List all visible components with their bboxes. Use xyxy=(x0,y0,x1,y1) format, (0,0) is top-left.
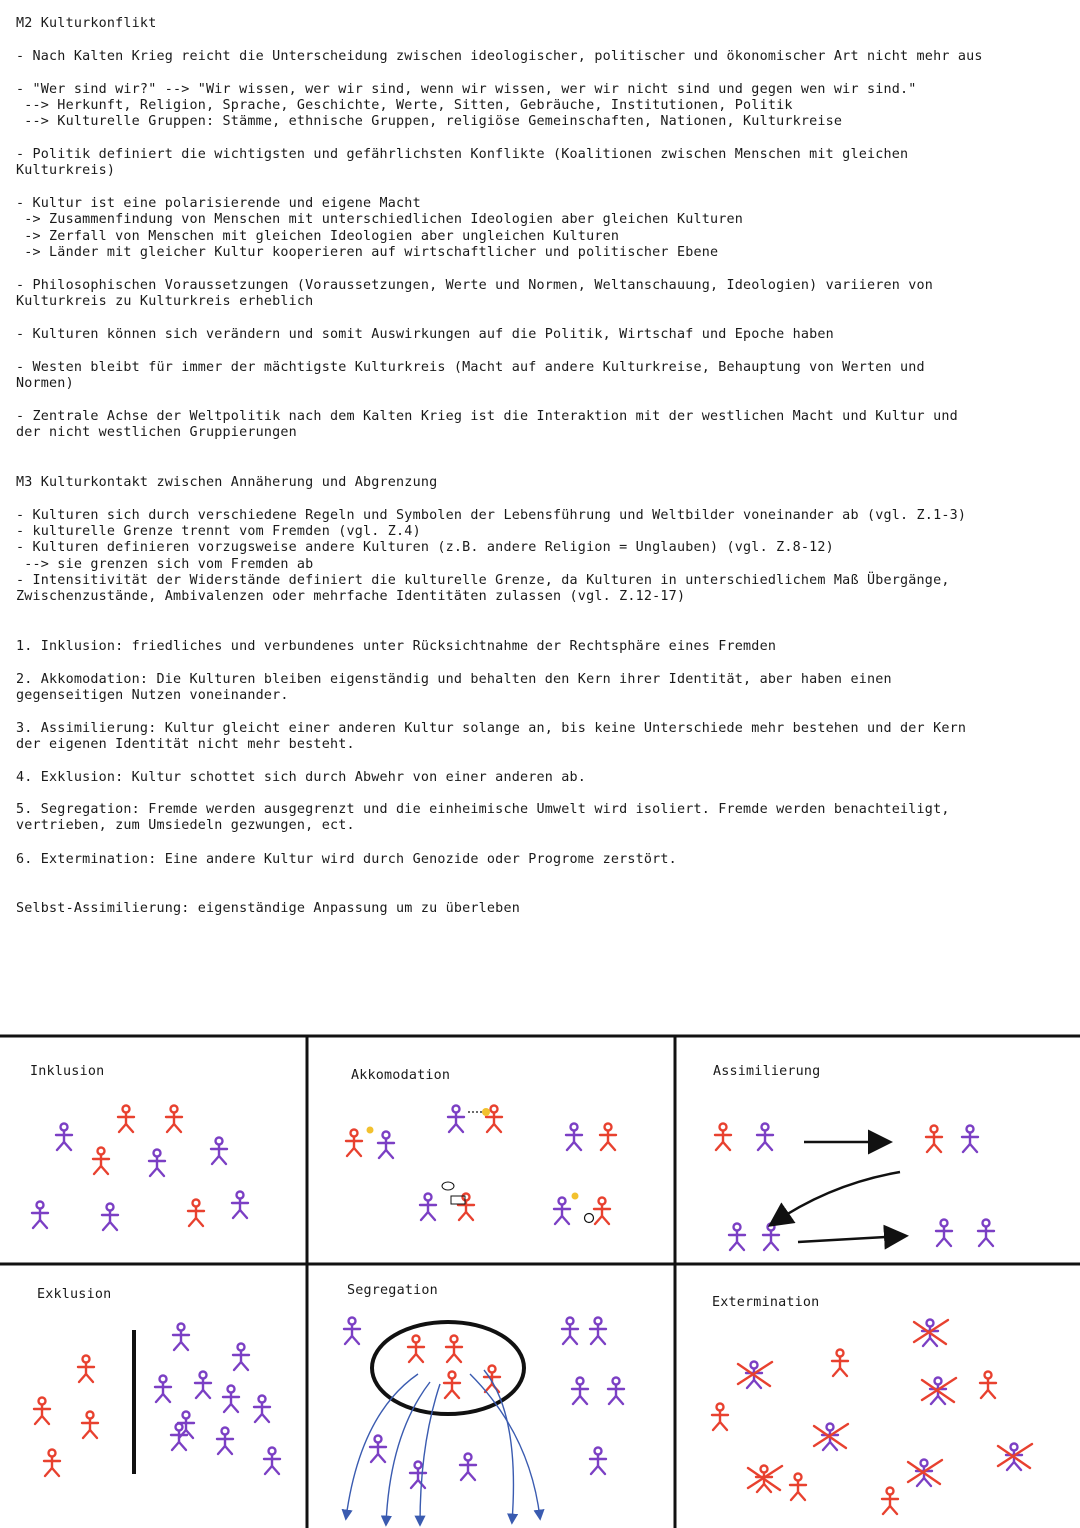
stick-figure xyxy=(264,1448,280,1475)
panel-title-inklusion: Inklusion xyxy=(30,1064,105,1079)
stick-figure xyxy=(149,1150,165,1177)
stick-figure xyxy=(882,1488,898,1515)
stick-figure xyxy=(757,1124,773,1151)
stick-figure xyxy=(34,1398,50,1425)
stick-figure xyxy=(254,1396,270,1423)
exchange-item-icon xyxy=(367,1127,374,1134)
stick-figure xyxy=(370,1436,386,1463)
m3-item: 6. Extermination: Eine andere Kultur wird durch Genozide oder Progrome zerstört. xyxy=(16,852,677,867)
m2-point-cont: Kulturkreis zu Kulturkreis erheblich xyxy=(16,294,314,309)
m2-point: - Politik definiert die wichtigsten und gefährlichsten Konflikte (Koalitionen zwischen Menschen mit gleichen xyxy=(16,147,909,162)
m2-point: - Kulturen können sich verändern und somit Auswirkungen auf die Politik, Wirtschaf und Epoche haben xyxy=(16,327,834,342)
stick-figure xyxy=(562,1318,578,1345)
stick-figure xyxy=(408,1336,424,1363)
m2-subpoint: -> Zusammenfindung von Menschen mit unterschiedlichen Ideologien aber gleichen Kulturen xyxy=(16,212,744,227)
stick-figure xyxy=(566,1124,582,1151)
stick-figure xyxy=(171,1424,187,1451)
speech-bubble-icon xyxy=(442,1182,454,1190)
m3-item: 2. Akkomodation: Die Kulturen bleiben eigenständig und behalten den Kern ihrer Identität, aber haben einen xyxy=(16,672,892,687)
m3-subpoint: --> sie grenzen sich vom Fremden ab xyxy=(16,557,314,572)
m3-self-assimilation: Selbst-Assimilierung: eigenständige Anpassung um zu überleben xyxy=(16,901,520,916)
m2-subpoint: --> Kulturelle Gruppen: Stämme, ethnische Gruppen, religiöse Gemeinschaften, Nationen, Kulturkreise xyxy=(16,114,843,129)
stick-figure xyxy=(715,1124,731,1151)
m3-item-cont: vertrieben, zum Umsiedeln gezwungen, ect. xyxy=(16,818,355,833)
m3-point: - Intensitivität der Widerstände definiert die kulturelle Grenze, da Kulturen in unterschiedlichem Maß Übergänge, xyxy=(16,573,950,588)
stick-figure xyxy=(594,1198,610,1225)
stick-figure xyxy=(232,1192,248,1219)
stick-figure xyxy=(572,1378,588,1405)
stick-figure xyxy=(790,1474,806,1501)
m2-heading: M2 Kulturkonflikt xyxy=(16,16,157,31)
m2-point: - "Wer sind wir?" --> "Wir wissen, wer wir sind, wenn wir wissen, wer wir nicht sind und gegen wen wir sind." xyxy=(16,82,917,97)
m2-point: - Zentrale Achse der Weltpolitik nach dem Kalten Krieg ist die Interaktion mit der westlichen Macht und Kultur und xyxy=(16,409,958,424)
stick-figure xyxy=(155,1376,171,1403)
m3-heading: M3 Kulturkontakt zwischen Annäherung und Abgrenzung xyxy=(16,475,438,490)
m3-item: 3. Assimilierung: Kultur gleicht einer anderen Kultur solange an, bis keine Unterschiede mehr bestehen und der Kern xyxy=(16,721,967,736)
stick-figure xyxy=(980,1372,996,1399)
m3-item: 5. Segregation: Fremde werden ausgegrenzt und die einheimische Umwelt wird isoliert. Fremde werden benachteiligt, xyxy=(16,802,950,817)
stick-figure xyxy=(188,1200,204,1227)
stick-figure xyxy=(590,1318,606,1345)
stick-figure xyxy=(832,1350,848,1377)
stick-figure xyxy=(600,1124,616,1151)
m3-item-cont: gegenseitigen Nutzen voneinander. xyxy=(16,688,289,703)
m3-item: 4. Exklusion: Kultur schottet sich durch Abwehr von einer anderen ab. xyxy=(16,770,587,785)
stick-figure xyxy=(32,1202,48,1229)
stick-figure xyxy=(223,1386,239,1413)
exchange-item-icon xyxy=(585,1214,594,1223)
stick-figure xyxy=(962,1126,978,1153)
stick-figure xyxy=(56,1124,72,1151)
m2-point-cont: der nicht westlichen Gruppierungen xyxy=(16,425,297,440)
stick-figure xyxy=(195,1372,211,1399)
stick-figure xyxy=(446,1336,462,1363)
m3-item-cont: der eigenen Identität nicht mehr besteht. xyxy=(16,737,355,752)
stick-figure xyxy=(608,1378,624,1405)
stick-figure xyxy=(78,1356,94,1383)
m2-point-cont: Kulturkreis) xyxy=(16,163,116,178)
stick-figure xyxy=(729,1224,745,1251)
stick-figure xyxy=(166,1106,182,1133)
arrow xyxy=(798,1236,904,1242)
stick-figure xyxy=(554,1198,570,1225)
stick-figure xyxy=(763,1224,779,1251)
stick-figure xyxy=(712,1404,728,1431)
panel-title-akkomodation: Akkomodation xyxy=(351,1068,451,1083)
m2-subpoint: -> Länder mit gleicher Kultur kooperieren auf wirtschaftlicher und politischer Ebene xyxy=(16,245,719,260)
stick-figure xyxy=(233,1344,249,1371)
stick-figure xyxy=(217,1428,233,1455)
m3-point: - kulturelle Grenze trennt vom Fremden (vgl. Z.4) xyxy=(16,524,421,539)
stick-figure xyxy=(82,1412,98,1439)
stick-figure xyxy=(173,1324,189,1351)
stick-figure xyxy=(118,1106,134,1133)
m2-point: - Philosophischen Voraussetzungen (Voraussetzungen, Werte und Normen, Weltanschauung, Ideologien) variieren von xyxy=(16,278,934,293)
stick-figure xyxy=(978,1220,994,1247)
panel-title-assimilierung: Assimilierung xyxy=(713,1064,821,1079)
m3-item: 1. Inklusion: friedliches und verbundenes unter Rücksichtnahme der Rechtsphäre eines Fremden xyxy=(16,639,777,654)
stick-figure xyxy=(460,1454,476,1481)
m3-point-cont: Zwischenzustände, Ambivalenzen oder mehrfache Identitäten zulassen (vgl. Z.12-17) xyxy=(16,589,686,604)
displacement-arrow xyxy=(386,1382,430,1524)
stick-figure xyxy=(936,1220,952,1247)
stick-figure xyxy=(484,1366,500,1393)
displacement-arrow xyxy=(420,1384,440,1524)
m2-subpoint: --> Herkunft, Religion, Sprache, Geschichte, Werte, Sitten, Gebräuche, Institutionen, Politik xyxy=(16,98,793,113)
illustration-drawing xyxy=(0,1034,1080,1528)
stick-figure xyxy=(102,1204,118,1231)
stick-figure xyxy=(344,1318,360,1345)
m2-point-cont: Normen) xyxy=(16,376,74,391)
m2-point: - Kultur ist eine polarisierende und eigene Macht xyxy=(16,196,421,211)
stick-figure xyxy=(346,1130,362,1157)
stick-figure xyxy=(448,1106,464,1133)
m3-point: - Kulturen definieren vorzugsweise andere Kulturen (z.B. andere Religion = Unglauben) (vgl. Z.8-12) xyxy=(16,540,834,555)
m2-subpoint: -> Zerfall von Menschen mit gleichen Ideologien aber ungleichen Kulturen xyxy=(16,229,620,244)
stick-figure xyxy=(590,1448,606,1475)
panel-title-exklusion: Exklusion xyxy=(37,1287,112,1302)
stick-figure xyxy=(211,1138,227,1165)
illustration-grid xyxy=(0,1034,1080,1528)
stick-figure xyxy=(44,1450,60,1477)
stick-figure xyxy=(420,1194,436,1221)
exchange-item-icon xyxy=(482,1108,490,1116)
m3-point: - Kulturen sich durch verschiedene Regeln und Symbolen der Lebensführung und Weltbilder voneinander ab (vgl. Z.1-3) xyxy=(16,508,967,523)
stick-figure xyxy=(93,1148,109,1175)
stick-figure xyxy=(444,1372,460,1399)
m2-point: - Westen bleibt für immer der mächtigste Kulturkreis (Macht auf andere Kulturkreise, Behauptung von Werten und xyxy=(16,360,925,375)
stick-figure xyxy=(458,1194,474,1221)
displacement-arrow xyxy=(470,1374,540,1518)
arrow xyxy=(772,1172,900,1224)
m2-point: - Nach Kalten Krieg reicht die Unterscheidung zwischen ideologischer, politischer und ökonomischer Art nicht mehr aus xyxy=(16,49,983,64)
panel-title-segregation: Segregation xyxy=(347,1283,438,1298)
stick-figure xyxy=(926,1126,942,1153)
panel-title-extermination: Extermination xyxy=(712,1295,820,1310)
exchange-item-icon xyxy=(572,1193,579,1200)
stick-figure xyxy=(378,1132,394,1159)
